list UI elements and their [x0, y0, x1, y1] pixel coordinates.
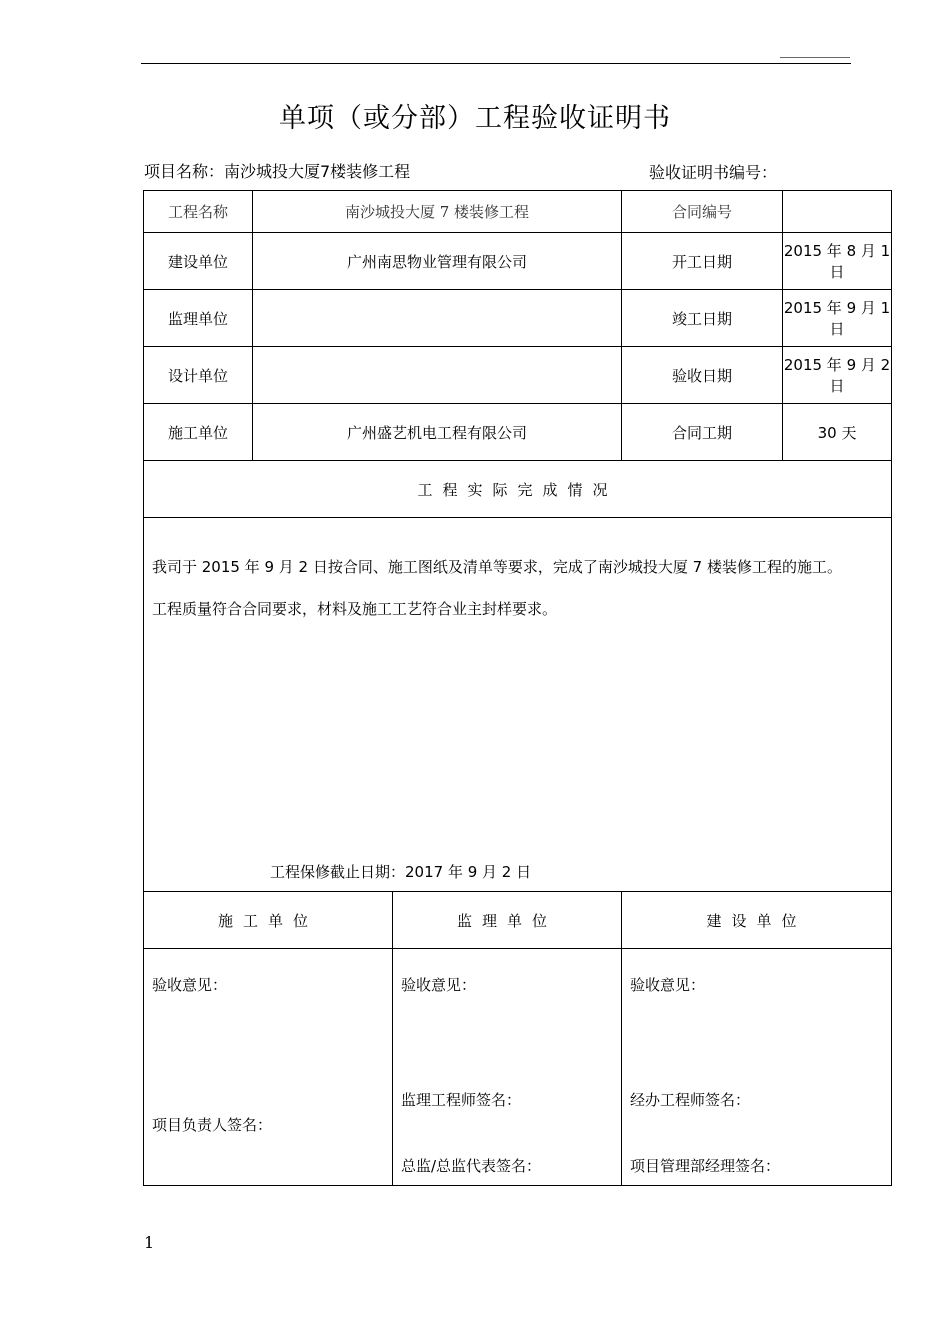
completion-heading: 工程实际完成情况 — [144, 461, 892, 518]
chief-supervisor-signature-label: 总监/总监代表签名： — [401, 1157, 542, 1175]
completion-row — [144, 518, 892, 892]
cell-value — [253, 347, 622, 404]
cell-value: 2015 年 9 月 1 日 — [783, 290, 892, 347]
contractor-heading: 施工单位 — [144, 892, 393, 949]
supervising-engineer-signature-label: 监理工程师签名： — [401, 1091, 522, 1109]
handling-engineer-signature-label: 经办工程师签名： — [630, 1091, 751, 1109]
cell-value: 2015 年 9 月 2 日 — [783, 347, 892, 404]
cell-value — [253, 290, 622, 347]
header-mark — [780, 57, 850, 58]
document-title: 单项（或分部）工程验收证明书 — [279, 103, 671, 134]
table-row — [144, 347, 892, 404]
supervisor-signature-cell — [393, 949, 622, 1186]
opinion-label: 验收意见： — [630, 976, 706, 994]
cell-label: 开工日期 — [622, 233, 783, 290]
cell-label: 验收日期 — [622, 347, 783, 404]
cell-label: 建设单位 — [144, 233, 253, 290]
cell-label: 合同工期 — [622, 404, 783, 461]
table-row — [144, 290, 892, 347]
signature-heading-row — [144, 892, 892, 949]
cell-label: 监理单位 — [144, 290, 253, 347]
completion-cell — [144, 518, 892, 892]
project-name-label: 项目名称：南沙城投大厦7楼装修工程 — [144, 162, 411, 181]
cell-label: 合同编号 — [622, 191, 783, 233]
signature-row — [144, 949, 892, 1186]
certificate-number-label: 验收证明书编号： — [649, 163, 778, 182]
cell-value: 南沙城投大厦 7 楼装修工程 — [253, 191, 622, 233]
section-heading-row — [144, 461, 892, 518]
cell-label: 工程名称 — [144, 191, 253, 233]
project-manager-signature-label: 项目管理部经理签名： — [630, 1157, 781, 1175]
cell-value: 2015 年 8 月 1 日 — [783, 233, 892, 290]
cell-label: 施工单位 — [144, 404, 253, 461]
opinion-label: 验收意见： — [401, 976, 477, 994]
completion-text-line1: 我司于 2015 年 9 月 2 日按合同、施工图纸及清单等要求，完成了南沙城投大厦 7 楼装修工程的施工。 — [152, 558, 842, 576]
page-number: 1 — [144, 1233, 155, 1252]
cell-value — [783, 191, 892, 233]
opinion-label: 验收意见： — [152, 976, 228, 994]
cell-value: 广州盛艺机电工程有限公司 — [253, 404, 622, 461]
owner-heading: 建设单位 — [622, 892, 892, 949]
supervisor-heading: 监理单位 — [393, 892, 622, 949]
cell-value: 广州南思物业管理有限公司 — [253, 233, 622, 290]
table-row — [144, 191, 892, 233]
contractor-signature-cell — [144, 949, 393, 1186]
cell-label: 设计单位 — [144, 347, 253, 404]
header-rule — [141, 63, 851, 64]
warranty-date: 工程保修截止日期：2017 年 9 月 2 日 — [270, 863, 532, 881]
completion-text-line2: 工程质量符合合同要求，材料及施工工艺符合业主封样要求。 — [152, 600, 558, 618]
cell-label: 竣工日期 — [622, 290, 783, 347]
acceptance-table — [143, 190, 892, 1186]
table-row — [144, 404, 892, 461]
cell-value: 30 天 — [783, 404, 892, 461]
table-row — [144, 233, 892, 290]
owner-signature-cell — [622, 949, 892, 1186]
project-leader-signature-label: 项目负责人签名： — [152, 1116, 273, 1134]
